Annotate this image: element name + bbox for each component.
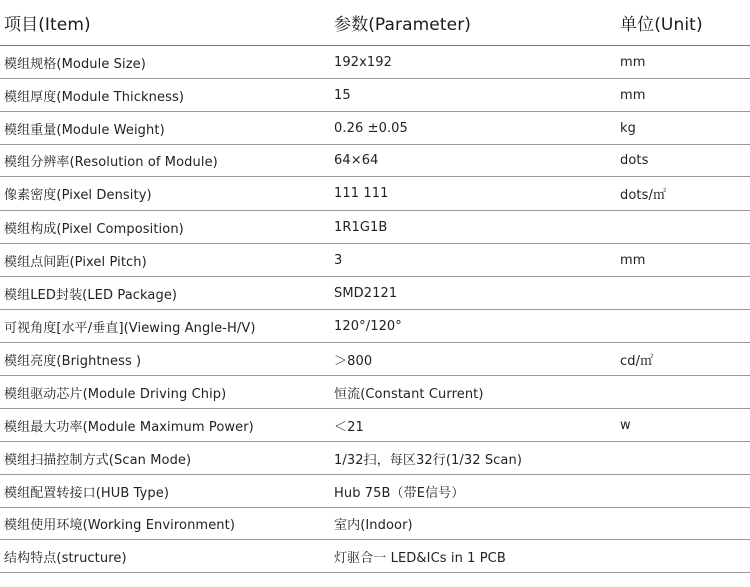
item-cell: 模组亮度(Brightness ) bbox=[4, 353, 142, 369]
item-cell: 模组点间距(Pixel Pitch) bbox=[4, 254, 147, 270]
unit-cell bbox=[620, 442, 748, 474]
table-row bbox=[0, 211, 750, 244]
parameter-cell: 1/32扫，每区32行(1/32 Scan) bbox=[334, 452, 523, 468]
parameter-cell: 15 bbox=[334, 87, 351, 103]
parameter-cell: 192x192 bbox=[334, 54, 393, 70]
unit-cell bbox=[620, 310, 748, 342]
item-cell: 像素密度(Pixel Density) bbox=[4, 188, 152, 203]
unit-cell bbox=[620, 475, 748, 507]
item-cell: 模组驱动芯片(Module Driving Chip) bbox=[4, 386, 227, 402]
parameter-cell: ＜21 bbox=[334, 419, 364, 435]
unit-cell bbox=[620, 277, 748, 309]
table-row bbox=[0, 79, 750, 112]
table-row bbox=[0, 112, 750, 145]
table-row bbox=[0, 343, 750, 376]
item-cell: 模组最大功率(Module Maximum Power) bbox=[4, 419, 254, 435]
unit-cell bbox=[620, 211, 748, 243]
unit-cell: cd/㎡ bbox=[620, 353, 654, 369]
parameter-cell: ＞800 bbox=[334, 353, 373, 369]
parameter-cell: 3 bbox=[334, 252, 343, 268]
unit-cell: mm bbox=[620, 252, 646, 268]
unit-cell: kg bbox=[620, 120, 636, 136]
header-item: 项目(Item) bbox=[4, 15, 91, 35]
table-row bbox=[0, 46, 750, 79]
table-row bbox=[0, 145, 750, 177]
table-row bbox=[0, 177, 750, 211]
parameter-cell: 64×64 bbox=[334, 153, 379, 168]
unit-cell: dots/㎡ bbox=[620, 188, 667, 203]
unit-cell: mm bbox=[620, 87, 646, 103]
item-cell: 模组分辨率(Resolution of Module) bbox=[4, 155, 218, 170]
table-row bbox=[0, 277, 750, 310]
table-header-row bbox=[0, 0, 750, 46]
parameter-cell: Hub 75B（带E信号） bbox=[334, 485, 465, 501]
parameter-cell: 灯驱合一 LED&ICs in 1 PCB bbox=[334, 550, 506, 566]
item-cell: 模组扫描控制方式(Scan Mode) bbox=[4, 452, 192, 468]
parameter-cell: 120°/120° bbox=[334, 318, 402, 334]
unit-cell bbox=[620, 508, 748, 539]
parameter-cell: 恒流(Constant Current) bbox=[334, 386, 484, 402]
item-cell: 模组使用环境(Working Environment) bbox=[4, 518, 236, 533]
unit-cell: dots bbox=[620, 153, 649, 168]
parameter-cell: 室内(Indoor) bbox=[334, 518, 413, 533]
unit-cell bbox=[620, 376, 748, 408]
parameter-cell: SMD2121 bbox=[334, 285, 398, 301]
item-cell: 模组规格(Module Size) bbox=[4, 56, 146, 72]
table-row bbox=[0, 475, 750, 508]
header-unit: 单位(Unit) bbox=[620, 15, 703, 35]
table-row bbox=[0, 376, 750, 409]
unit-cell bbox=[620, 540, 748, 572]
item-cell: 结构特点(structure) bbox=[4, 550, 127, 566]
table-row bbox=[0, 442, 750, 475]
table-row bbox=[0, 409, 750, 442]
table-row bbox=[0, 244, 750, 277]
item-cell: 模组LED封装(LED Package) bbox=[4, 287, 178, 303]
item-cell: 模组重量(Module Weight) bbox=[4, 122, 165, 138]
table-row bbox=[0, 508, 750, 540]
table-row bbox=[0, 310, 750, 343]
header-parameter: 参数(Parameter) bbox=[334, 15, 472, 35]
unit-cell: mm bbox=[620, 54, 646, 70]
item-cell: 模组配置转接口(HUB Type) bbox=[4, 485, 170, 501]
parameter-cell: 111 111 bbox=[334, 186, 389, 201]
item-cell: 模组构成(Pixel Composition) bbox=[4, 221, 184, 237]
item-cell: 模组厚度(Module Thickness) bbox=[4, 89, 184, 105]
parameter-cell: 0.26 ±0.05 bbox=[334, 120, 408, 136]
unit-cell: w bbox=[620, 417, 631, 433]
parameter-cell: 1R1G1B bbox=[334, 219, 388, 235]
table-row bbox=[0, 540, 750, 573]
item-cell: 可视角度[水平/垂直](Viewing Angle-H/V) bbox=[4, 320, 256, 336]
